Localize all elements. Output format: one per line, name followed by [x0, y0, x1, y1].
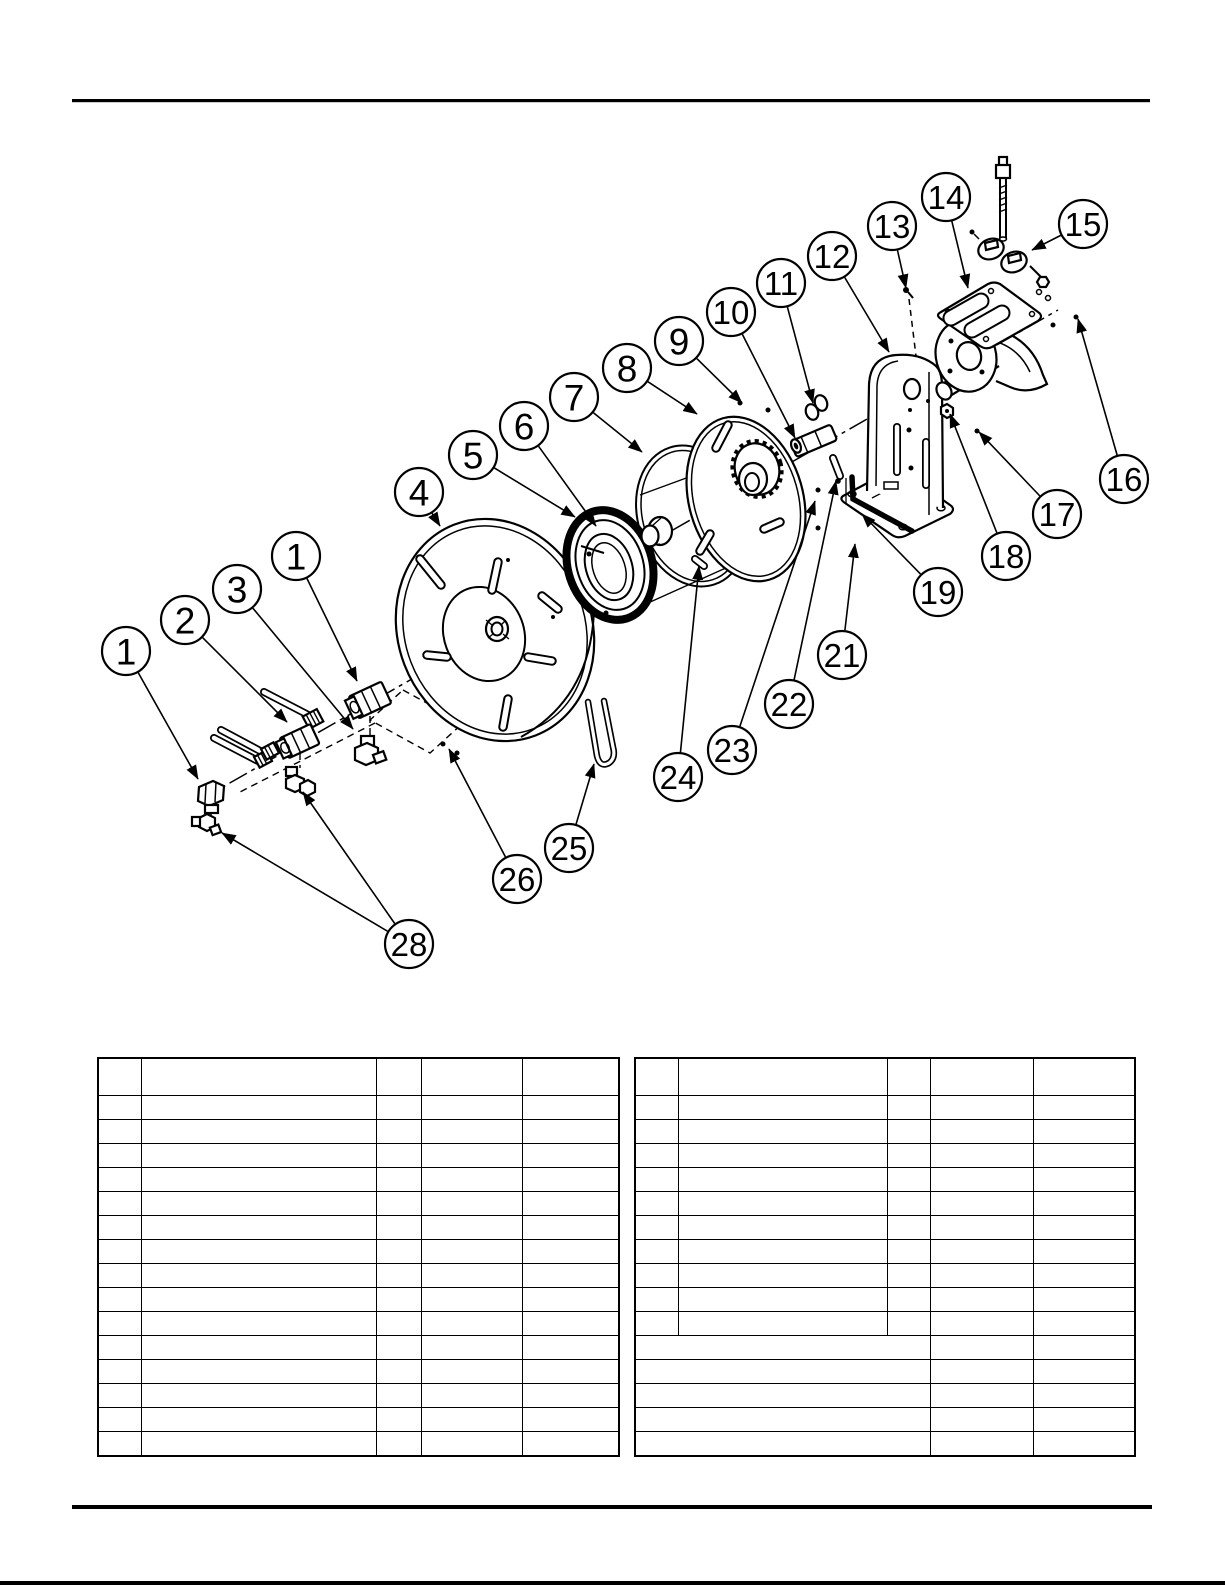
table-row	[635, 1384, 1135, 1408]
table-cell	[522, 1096, 619, 1120]
table-cell	[1033, 1288, 1135, 1312]
table-cell	[930, 1144, 1033, 1168]
table-cell	[421, 1058, 522, 1096]
table-cell	[1033, 1096, 1135, 1120]
leader-line	[979, 432, 1040, 496]
table-cell	[522, 1360, 619, 1384]
table-cell	[376, 1240, 421, 1264]
balloon-number: 19	[919, 573, 957, 611]
balloon-number: 6	[513, 406, 535, 448]
table-cell	[522, 1336, 619, 1360]
leader-line	[494, 468, 575, 517]
table-cell	[678, 1264, 887, 1288]
table-cell	[930, 1312, 1033, 1336]
threaded-rod	[996, 157, 1010, 241]
table-row	[98, 1312, 619, 1336]
balloon-number: 13	[873, 207, 911, 245]
leader-line	[203, 638, 287, 722]
table-row	[98, 1264, 619, 1288]
callout-16	[1078, 319, 1148, 503]
callout-12	[808, 232, 889, 352]
table-cell	[930, 1432, 1033, 1457]
table-row	[635, 1432, 1135, 1457]
parts-table-left	[97, 1057, 620, 1457]
leader-line	[845, 544, 855, 630]
table-cell	[376, 1336, 421, 1360]
balloon-number: 23	[713, 731, 751, 769]
table-cell	[635, 1360, 930, 1384]
table-cell	[141, 1336, 376, 1360]
table-cell	[635, 1312, 678, 1336]
table-cell	[887, 1216, 930, 1240]
table-cell	[887, 1240, 930, 1264]
leader-line	[845, 277, 889, 352]
table-cell	[1033, 1120, 1135, 1144]
callout-1	[102, 627, 198, 779]
table-cell	[98, 1384, 141, 1408]
table-cell	[1033, 1336, 1135, 1360]
table-cell	[98, 1240, 141, 1264]
table-cell	[141, 1168, 376, 1192]
table-cell	[141, 1312, 376, 1336]
table-cell	[522, 1058, 619, 1096]
table-cell	[376, 1120, 421, 1144]
table-cell	[98, 1432, 141, 1457]
table-cell	[98, 1408, 141, 1432]
leader-line	[950, 414, 997, 533]
table-row	[635, 1216, 1135, 1240]
table-cell	[930, 1216, 1033, 1240]
leader-line	[697, 359, 742, 403]
table-row	[98, 1288, 619, 1312]
table-cell	[376, 1216, 421, 1240]
table-cell	[141, 1288, 376, 1312]
balloon-number: 28	[390, 925, 428, 963]
sprocket-disc	[668, 401, 824, 596]
table-row	[635, 1360, 1135, 1384]
table-cell	[421, 1408, 522, 1432]
table-cell	[522, 1120, 619, 1144]
table-cell	[376, 1168, 421, 1192]
table-cell	[887, 1144, 930, 1168]
leader-line	[303, 792, 395, 923]
table-row	[635, 1408, 1135, 1432]
elbow-fitting-right	[355, 736, 386, 765]
table-cell	[887, 1264, 930, 1288]
table-cell	[1033, 1144, 1135, 1168]
table-cell	[376, 1096, 421, 1120]
table-cell	[635, 1192, 678, 1216]
callout-24	[654, 566, 702, 801]
table-cell	[887, 1058, 930, 1096]
table-row	[98, 1096, 619, 1120]
callout-25	[545, 764, 594, 872]
balloon-number: 1	[115, 631, 137, 673]
callout-26	[449, 749, 541, 903]
balloon-number: 16	[1105, 460, 1143, 498]
table-cell	[678, 1288, 887, 1312]
leader-line	[952, 221, 968, 288]
table-cell	[930, 1240, 1033, 1264]
parts-table-right	[634, 1057, 1136, 1457]
leader-line	[648, 382, 697, 414]
table-cell	[522, 1240, 619, 1264]
hose-fittings	[192, 682, 391, 836]
callout-4	[395, 468, 443, 526]
table-row	[98, 1192, 619, 1216]
table-row	[635, 1312, 1135, 1336]
table-cell	[930, 1058, 1033, 1096]
table-row	[635, 1336, 1135, 1360]
balloon-number: 15	[1064, 205, 1102, 243]
table-row	[635, 1192, 1135, 1216]
table-cell	[887, 1168, 930, 1192]
table-cell	[421, 1288, 522, 1312]
table-cell	[930, 1264, 1033, 1288]
table-cell	[141, 1120, 376, 1144]
callout-13	[868, 202, 916, 356]
table-cell	[678, 1240, 887, 1264]
retaining-rings	[804, 393, 830, 421]
table-cell	[635, 1408, 930, 1432]
balloon-number: 4	[408, 472, 430, 514]
table-cell	[678, 1096, 887, 1120]
table-row	[98, 1120, 619, 1144]
bottom-rule	[72, 1505, 1152, 1509]
table-cell	[421, 1120, 522, 1144]
balloon-number: 7	[563, 377, 585, 419]
top-rule	[72, 99, 1150, 102]
swivel-fitting	[344, 682, 391, 721]
table-row	[98, 1144, 619, 1168]
table-cell	[930, 1192, 1033, 1216]
table-row	[98, 1336, 619, 1360]
shaft-pin	[789, 424, 837, 457]
sprocket-screws	[816, 488, 821, 531]
table-cell	[421, 1240, 522, 1264]
table-cell	[887, 1192, 930, 1216]
balloon-number: 21	[823, 636, 861, 674]
table-cell	[421, 1096, 522, 1120]
table-cell	[930, 1408, 1033, 1432]
callout-15	[1032, 200, 1107, 250]
table-cell	[141, 1432, 376, 1457]
table-cell	[98, 1360, 141, 1384]
table-cell	[98, 1264, 141, 1288]
table-cell	[930, 1360, 1033, 1384]
balloon-number: 18	[987, 537, 1025, 575]
table-cell	[98, 1120, 141, 1144]
leader-line	[539, 446, 596, 526]
leader-line	[222, 833, 388, 931]
balloon-number: 3	[226, 569, 248, 611]
leader-line	[307, 578, 357, 681]
table-cell	[678, 1120, 887, 1144]
table-cell	[141, 1216, 376, 1240]
balloon-number: 2	[174, 600, 196, 642]
table-cell	[376, 1432, 421, 1457]
table-cell	[887, 1120, 930, 1144]
u-hose-clamp	[588, 701, 614, 764]
table-cell	[376, 1408, 421, 1432]
table-cell	[98, 1096, 141, 1120]
leader-line	[787, 307, 813, 403]
table-row	[98, 1216, 619, 1240]
page-bottom-edge	[0, 1581, 1225, 1585]
table-cell	[421, 1312, 522, 1336]
callout-10	[707, 288, 795, 438]
table-cell	[421, 1432, 522, 1457]
table-cell	[141, 1384, 376, 1408]
balloon-number: 10	[712, 293, 750, 331]
leader-dashed-extension	[909, 299, 916, 356]
table-cell	[141, 1360, 376, 1384]
table-cell	[522, 1192, 619, 1216]
table-cell	[522, 1384, 619, 1408]
balloon-number: 25	[550, 829, 588, 867]
table-cell	[421, 1192, 522, 1216]
table-row	[635, 1168, 1135, 1192]
table-cell	[635, 1240, 678, 1264]
table-cell	[522, 1216, 619, 1240]
leader-line	[1078, 319, 1117, 455]
table-cell	[141, 1192, 376, 1216]
table-row	[635, 1240, 1135, 1264]
table-cell	[141, 1264, 376, 1288]
table-header-row	[98, 1058, 619, 1096]
table-cell	[141, 1096, 376, 1120]
table-row	[98, 1360, 619, 1384]
leader-line	[138, 673, 198, 779]
balloon-number: 24	[659, 758, 697, 796]
table-cell	[1033, 1432, 1135, 1457]
table-cell	[98, 1288, 141, 1312]
table-cell	[98, 1144, 141, 1168]
table-row	[635, 1288, 1135, 1312]
callout-2	[161, 596, 287, 722]
table-cell	[635, 1264, 678, 1288]
plug-fitting-left	[192, 781, 224, 835]
table-cell	[376, 1360, 421, 1384]
latch-pawl	[833, 458, 841, 484]
routing-screws	[441, 742, 460, 756]
table-cell	[421, 1144, 522, 1168]
table-cell	[930, 1336, 1033, 1360]
table-cell	[522, 1312, 619, 1336]
table-cell	[421, 1264, 522, 1288]
table-cell	[1033, 1192, 1135, 1216]
table-cell	[522, 1264, 619, 1288]
table-row	[635, 1264, 1135, 1288]
table-cell	[376, 1264, 421, 1288]
table-cell	[1033, 1360, 1135, 1384]
table-cell	[635, 1432, 930, 1457]
table-cell	[98, 1192, 141, 1216]
table-cell	[635, 1336, 930, 1360]
table-cell	[1033, 1058, 1135, 1096]
balloon-number: 14	[927, 178, 965, 216]
table-cell	[678, 1192, 887, 1216]
callout-1	[272, 532, 357, 681]
table-cell	[376, 1288, 421, 1312]
table-row	[98, 1384, 619, 1408]
table-row	[635, 1144, 1135, 1168]
leader-line	[576, 764, 594, 824]
balloon-number: 9	[668, 321, 690, 363]
table-cell	[522, 1288, 619, 1312]
table-cell	[1033, 1408, 1135, 1432]
table-cell	[678, 1312, 887, 1336]
elbow-cluster	[286, 767, 315, 796]
table-cell	[141, 1240, 376, 1264]
parts-table-left-container	[97, 1057, 620, 1457]
table-cell	[522, 1408, 619, 1432]
leader-line	[449, 749, 505, 857]
table-cell	[887, 1096, 930, 1120]
table-row	[635, 1096, 1135, 1120]
table-cell	[141, 1144, 376, 1168]
callout-17	[979, 432, 1081, 538]
mounting-bracket	[841, 355, 953, 538]
balloon-number: 8	[616, 348, 638, 390]
table-cell	[1033, 1312, 1135, 1336]
balloon-number: 5	[462, 435, 484, 477]
table-cell	[930, 1168, 1033, 1192]
parts-table-right-container	[634, 1057, 1136, 1457]
table-cell	[98, 1312, 141, 1336]
callout-18	[950, 414, 1030, 580]
table-cell	[1033, 1168, 1135, 1192]
callout-28	[222, 792, 433, 968]
table-row	[98, 1408, 619, 1432]
table-cell	[1033, 1384, 1135, 1408]
table-cell	[98, 1058, 141, 1096]
table-cell	[522, 1144, 619, 1168]
table-cell	[421, 1336, 522, 1360]
table-cell	[887, 1312, 930, 1336]
table-cell	[98, 1336, 141, 1360]
table-cell	[376, 1312, 421, 1336]
table-cell	[635, 1168, 678, 1192]
balloon-number: 12	[813, 237, 851, 275]
table-cell	[421, 1360, 522, 1384]
table-cell	[930, 1288, 1033, 1312]
table-cell	[635, 1058, 678, 1096]
table-cell	[522, 1168, 619, 1192]
balloon-number: 11	[763, 264, 799, 302]
table-row	[98, 1168, 619, 1192]
leader-line	[898, 250, 906, 288]
table-cell	[930, 1120, 1033, 1144]
table-cell	[98, 1216, 141, 1240]
leader-line	[680, 566, 699, 752]
table-cell	[421, 1168, 522, 1192]
leader-line	[432, 513, 440, 526]
table-cell	[1033, 1264, 1135, 1288]
balloon-number: 26	[498, 860, 536, 898]
balloon-number: 17	[1038, 495, 1076, 533]
table-cell	[678, 1168, 887, 1192]
table-cell	[421, 1216, 522, 1240]
cylinder-fitting	[275, 724, 320, 760]
table-cell	[678, 1144, 887, 1168]
balloon-number: 1	[285, 536, 307, 578]
table-cell	[376, 1192, 421, 1216]
table-cell	[376, 1384, 421, 1408]
leader-line	[1032, 235, 1061, 250]
callout-14	[922, 173, 970, 288]
table-cell	[635, 1216, 678, 1240]
table-row	[98, 1432, 619, 1457]
table-cell	[930, 1096, 1033, 1120]
table-cell	[522, 1432, 619, 1457]
table-header-row	[635, 1058, 1135, 1096]
table-cell	[141, 1408, 376, 1432]
leader-line	[593, 413, 642, 452]
table-row	[635, 1120, 1135, 1144]
table-cell	[98, 1168, 141, 1192]
table-cell	[376, 1058, 421, 1096]
table-cell	[887, 1288, 930, 1312]
callout-21	[818, 544, 866, 679]
table-row	[98, 1240, 619, 1264]
table-cell	[930, 1384, 1033, 1408]
table-cell	[635, 1384, 930, 1408]
table-cell	[635, 1120, 678, 1144]
table-cell	[421, 1384, 522, 1408]
table-cell	[1033, 1240, 1135, 1264]
table-cell	[635, 1144, 678, 1168]
table-cell	[376, 1144, 421, 1168]
balloon-number: 22	[770, 685, 808, 723]
table-cell	[1033, 1216, 1135, 1240]
table-cell	[635, 1288, 678, 1312]
table-cell	[141, 1058, 376, 1096]
table-cell	[635, 1096, 678, 1120]
table-cell	[678, 1216, 887, 1240]
table-cell	[678, 1058, 887, 1096]
